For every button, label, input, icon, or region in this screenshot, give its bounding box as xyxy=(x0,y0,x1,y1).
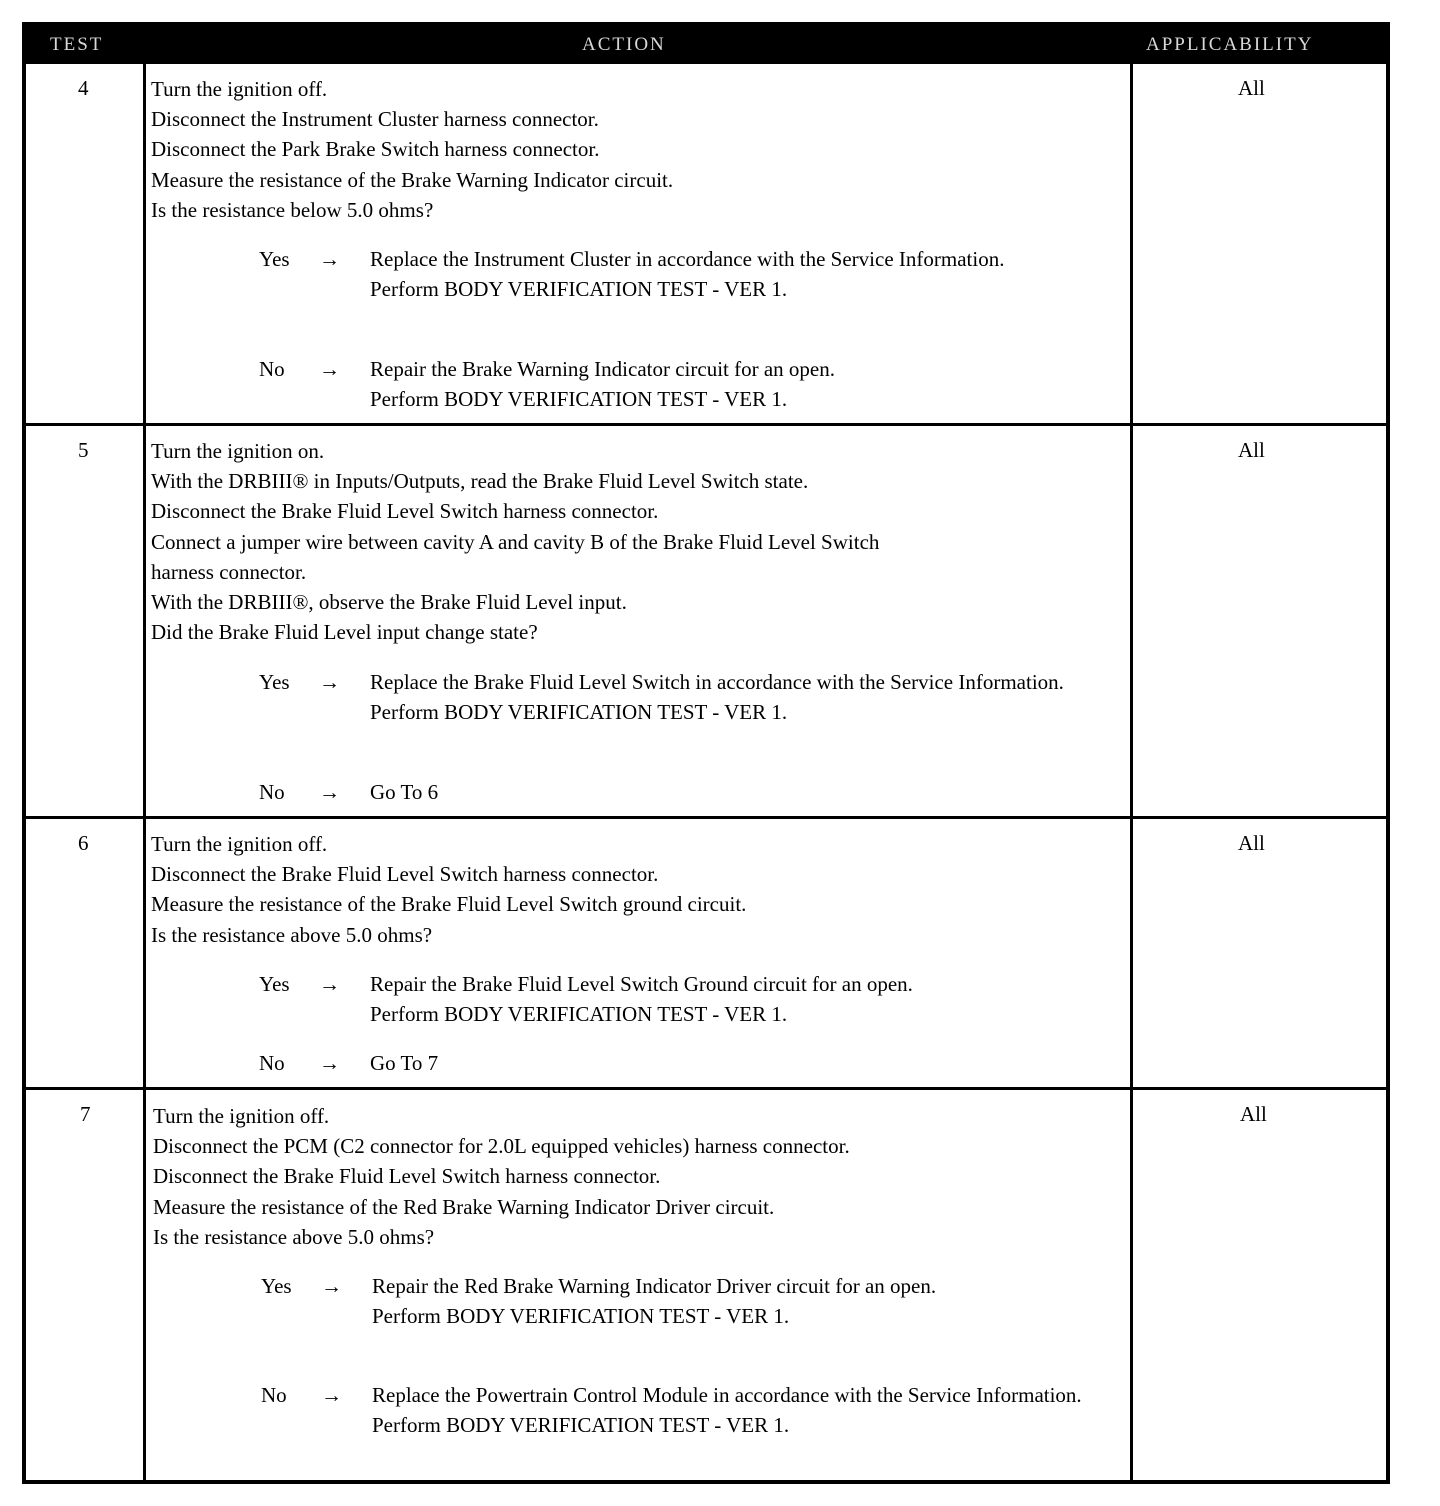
applicability-value: All xyxy=(1240,1102,1267,1126)
right-arrow-icon: → xyxy=(319,670,340,694)
header-applicability: APPLICABILITY xyxy=(1146,34,1314,55)
diagnostic-table: TEST ACTION APPLICABILITY 4 All Turn the ignition off. Disconnect the Instrument Cluster harness connector. Disconnect the Park Brake Switch harness connector. Measure the resistance of the Brake Warning Indicator circuit. Is the resistance below 5.0 ohms? Yes → Replace the Instrument Cluster in accordance with the Service Information. Perform BODY VERIFICATION TEST - VER 1. No → Repair the Brake Warning Indicator circuit for an open. Perform BODY VERIFICATION TEST - VER 1. 5 All Turn the ignition on. With the DRBIII® in Inputs/Outputs, read the Brake Fluid Level Switch state. Disconnect the Brake Fluid Level Switch harness connector. Connect a jumper wire between cavity A and cavity B of the Brake Fluid Level Switch harness connector. With the DRBIII®, observe the Brake Fluid Level input. Did the Brake Fluid Level input change state? Yes → Replace the Brake Fluid Level Switch in accordance with the Service Information. Perform BODY VERIFICATION TEST - VER 1. No → Go To 6 6 All Turn the ignition off. Disconnect the Brake Fluid Level Switch harness connector. Measure the resistance of the Brake Fluid Level Switch ground circuit. Is the resistance above 5.0 ohms? Yes → Repair the Brake Fluid Level Switch Ground circuit for an open. Perform BODY VERIFICATION TEST - VER 1. No → Go To 7 7 All Turn the ignition off. Disconnect the PCM (C2 connector for 2.0L equipped vehicles) harness connector. Disconnect the Brake Fluid Level Switch harness connector. Measure the resistance of the Red Brake Warning Indicator Driver circuit. Is the resistance above 5.0 ohms? Yes → Repair the Red Brake Warning Indicator Driver circuit for an open. Perform BODY VERIFICATION TEST - VER 1. No → Replace the Powertrain Control Module in accordance with the Service Information. Perform BODY VERIFICATION TEST - VER 1. xyxy=(22,22,1390,1484)
test-number: 6 xyxy=(78,831,89,855)
test-number: 5 xyxy=(78,438,89,462)
right-arrow-icon: → xyxy=(319,247,340,271)
right-arrow-icon: → xyxy=(319,357,340,381)
right-arrow-icon: → xyxy=(321,1383,342,1407)
header-test: TEST xyxy=(50,34,104,55)
applicability-value: All xyxy=(1238,76,1265,100)
action-steps: Turn the ignition off. Disconnect the Instrument Cluster harness connector. Disconnect the Park Brake Switch harness connector. Measure the resistance of the Brake Warning Indicator circuit. Is the resistance below 5.0 ohms? xyxy=(151,77,674,222)
right-arrow-icon: → xyxy=(319,972,340,996)
action-steps: Turn the ignition on. With the DRBIII® in Inputs/Outputs, read the Brake Fluid Level Switch state. Disconnect the Brake Fluid Level Switch harness connector. Connect a jumper wire between cavity A and cavity B of the Brake Fluid Level Switch harness connector. With the DRBIII®, observe the Brake Fluid Level input. Did the Brake Fluid Level input change state? xyxy=(151,439,880,645)
action-steps: Turn the ignition off. Disconnect the Brake Fluid Level Switch harness connector. Measure the resistance of the Brake Fluid Level Switch ground circuit. Is the resistance above 5.0 ohms? xyxy=(151,832,747,947)
action-steps: Turn the ignition off. Disconnect the PCM (C2 connector for 2.0L equipped vehicles) harness connector. Disconnect the Brake Fluid Level Switch harness connector. Measure the resistance of the Red Brake Warning Indicator Driver circuit. Is the resistance above 5.0 ohms? xyxy=(153,1104,850,1249)
test-number: 4 xyxy=(78,76,89,100)
row-divider xyxy=(26,1087,1386,1090)
test-number: 7 xyxy=(80,1102,91,1126)
right-arrow-icon: → xyxy=(321,1274,342,1298)
applicability-value: All xyxy=(1238,438,1265,462)
right-arrow-icon: → xyxy=(319,1051,340,1075)
column-divider-left xyxy=(143,64,146,1484)
row-divider xyxy=(26,816,1386,819)
applicability-value: All xyxy=(1238,831,1265,855)
table-header xyxy=(26,26,1386,64)
row-divider xyxy=(26,423,1386,426)
column-divider-right xyxy=(1130,64,1133,1484)
right-arrow-icon: → xyxy=(319,780,340,804)
header-action: ACTION xyxy=(582,34,666,55)
